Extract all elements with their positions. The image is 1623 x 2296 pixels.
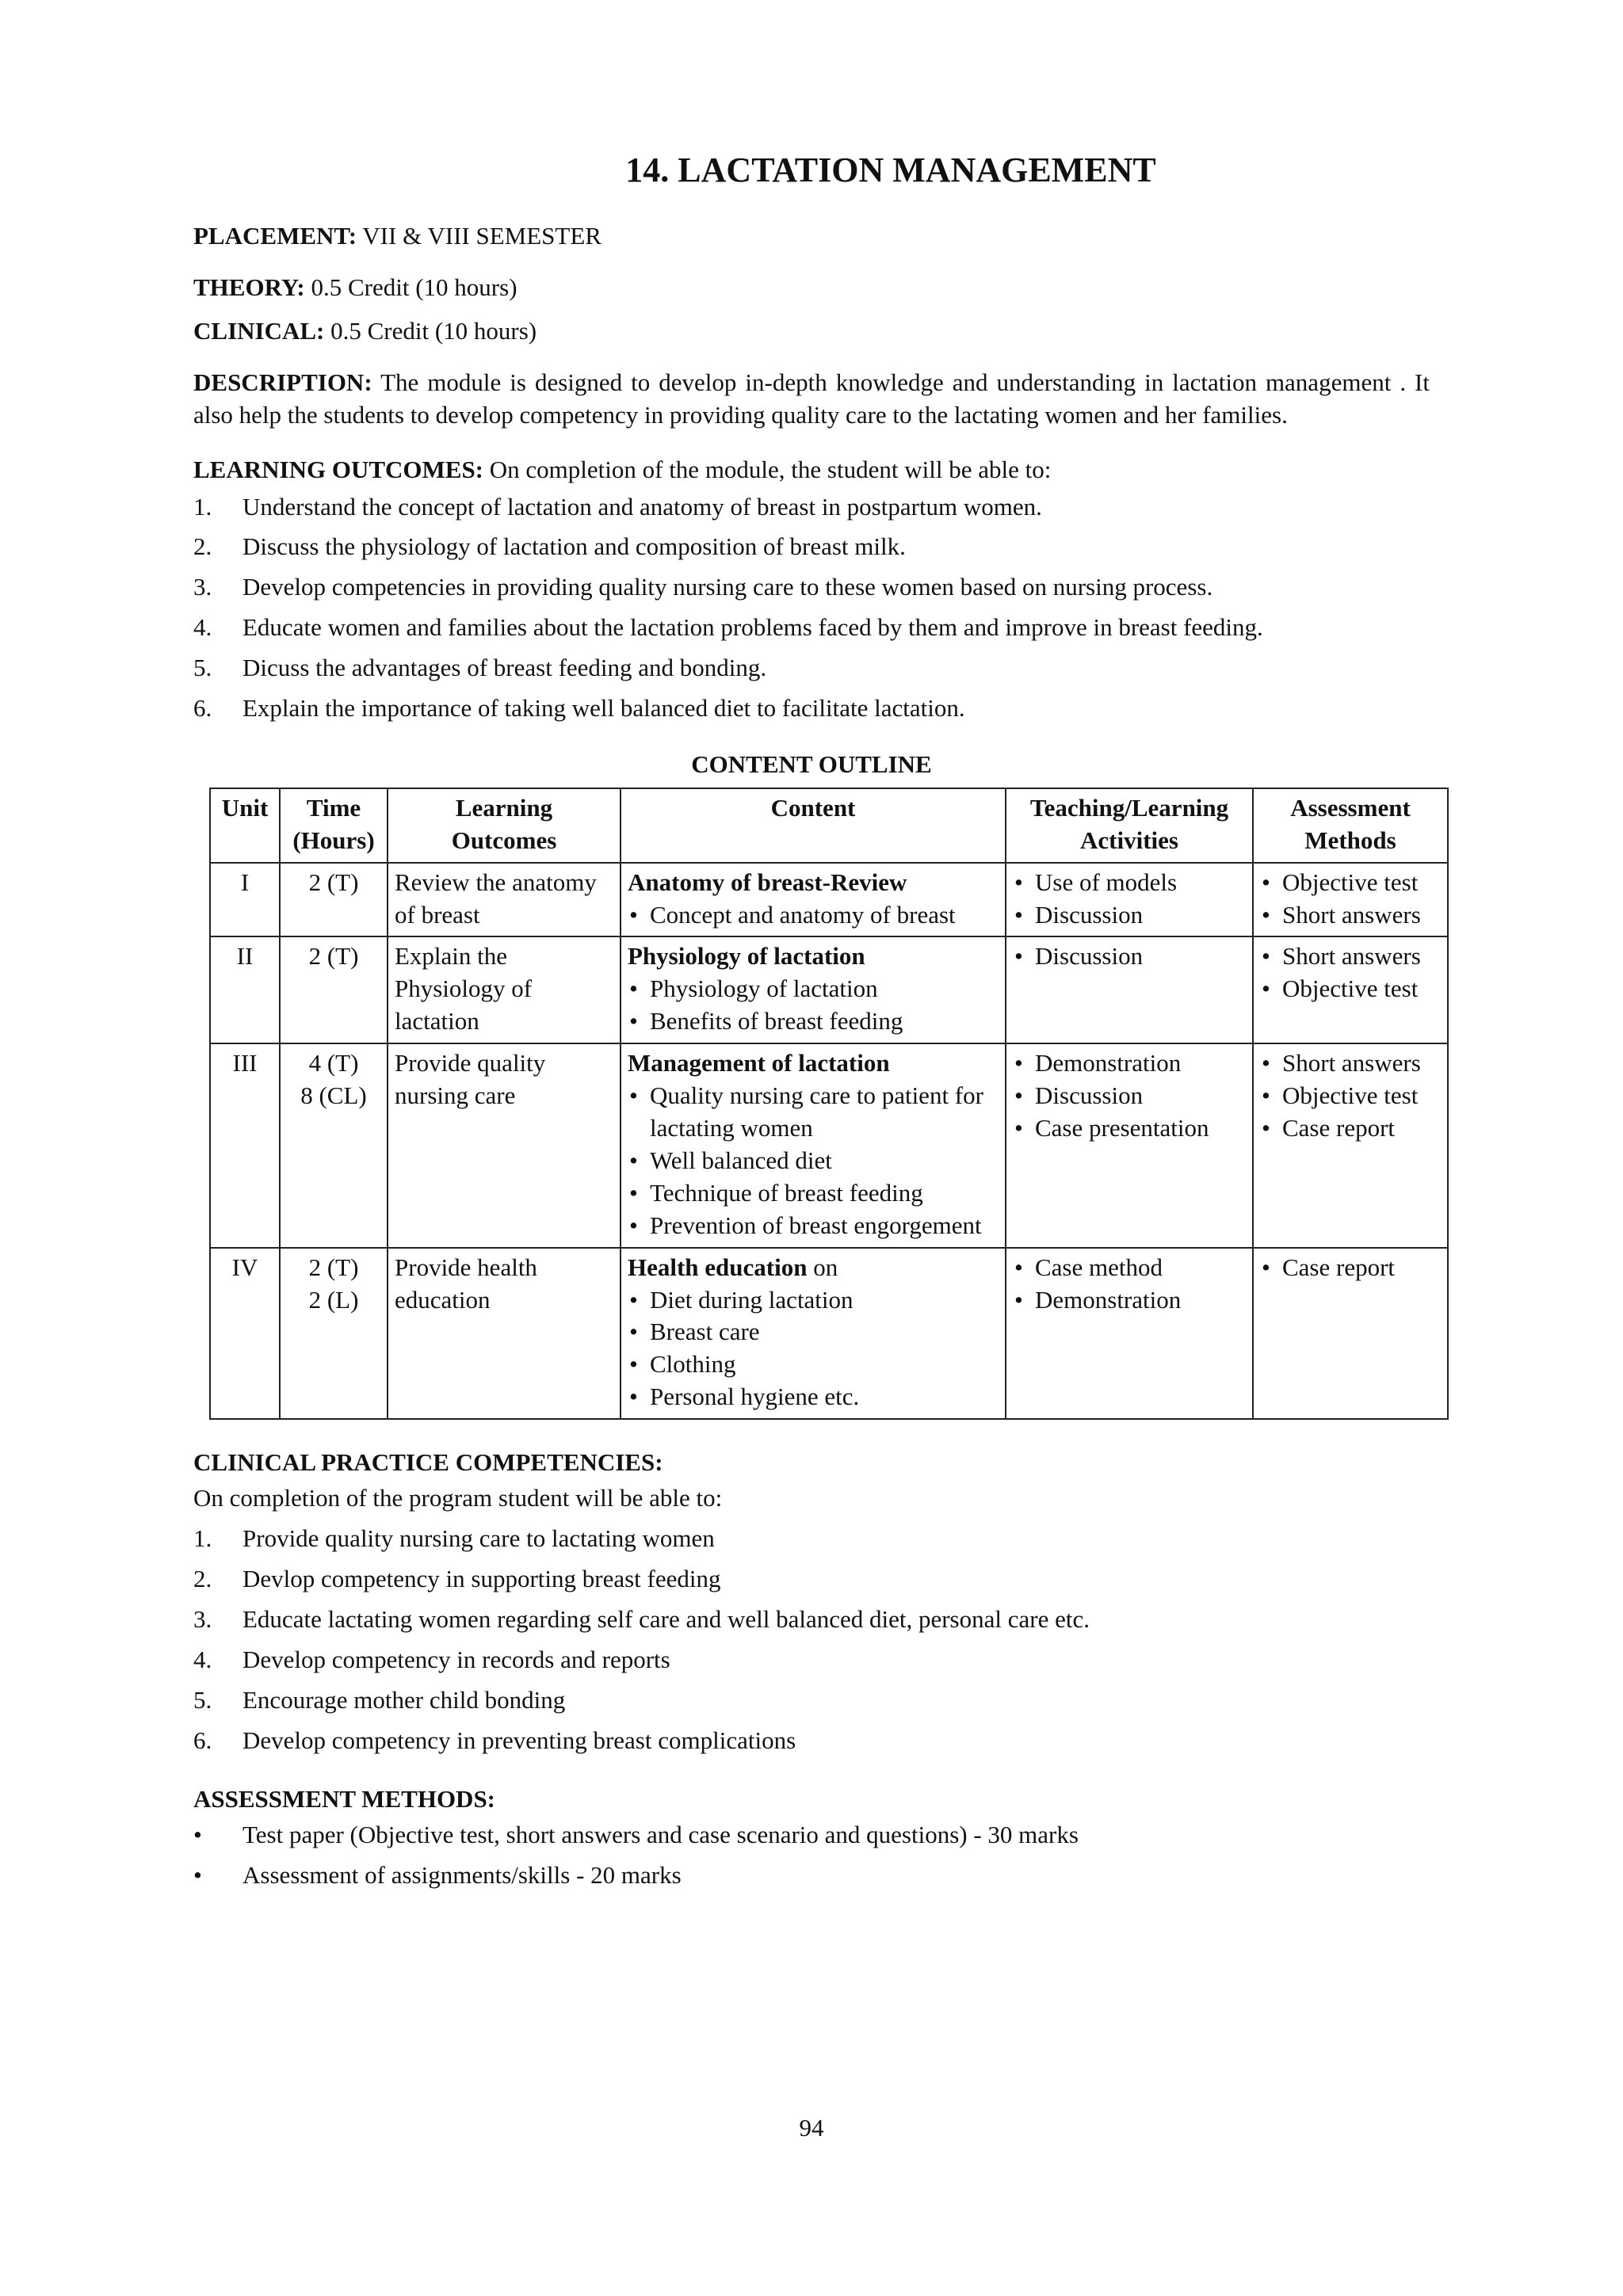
- item-number: 3.: [193, 1604, 212, 1633]
- list-item: • Benefits of breast feeding: [628, 1005, 999, 1038]
- list-item: [193, 1725, 1430, 1757]
- list-item: • Use of models: [1013, 867, 1246, 899]
- item-text: Understand the concept of lactation and anatomy of breast in postpartum women.: [242, 492, 1042, 521]
- header-activities: Teaching/Learning Activities: [1006, 788, 1253, 863]
- list-item: • Prevention of breast engorgement: [628, 1210, 999, 1242]
- list-item: [193, 1563, 1430, 1596]
- list-item: [193, 692, 1430, 725]
- theory-value: 0.5 Credit (10 hours): [311, 273, 517, 301]
- cell-outcome: Provide health education: [388, 1248, 621, 1420]
- list-item: • Technique of breast feeding: [628, 1177, 999, 1210]
- list-item: • Case method: [1013, 1252, 1246, 1284]
- table-row: [210, 936, 1448, 1043]
- list-item: [193, 1604, 1430, 1636]
- cell-assessment: [1253, 863, 1448, 937]
- cell-content: [621, 1043, 1006, 1247]
- list-item: • Discussion: [1013, 940, 1246, 973]
- item-number: 5.: [193, 654, 212, 682]
- list-item: [193, 1523, 1430, 1555]
- item-number: 6.: [193, 1726, 212, 1754]
- list-item: • Concept and anatomy of breast: [628, 899, 999, 932]
- list-item: • Short answers: [1260, 940, 1441, 973]
- item-text: Test paper (Objective test, short answers and case scenario and questions) - 30 marks: [242, 1821, 1079, 1849]
- table-header-row: [210, 788, 1448, 863]
- document-page: [193, 147, 1430, 1900]
- list-item: [193, 1644, 1430, 1676]
- item-number: 4.: [193, 613, 212, 642]
- placement-line: [193, 220, 1430, 253]
- clinical-label: CLINICAL:: [193, 316, 325, 345]
- description: [193, 367, 1430, 432]
- item-number: 2.: [193, 532, 212, 561]
- list-item: [193, 612, 1430, 644]
- list-item: • Case report: [1260, 1112, 1441, 1145]
- table-row: [210, 863, 1448, 937]
- clinical-line: [193, 315, 1430, 348]
- content-heading: Management of lactation: [628, 1049, 890, 1077]
- table-row: [210, 1043, 1448, 1247]
- content-heading: Health education: [628, 1253, 808, 1281]
- cell-time: 2 (T): [280, 936, 388, 1043]
- assessment-methods-list: [193, 1819, 1430, 1892]
- list-item: • Objective test: [1260, 973, 1441, 1005]
- content-heading: Physiology of lactation: [628, 942, 865, 971]
- content-outline-title: CONTENT OUTLINE: [691, 749, 932, 778]
- item-number: 1.: [193, 492, 212, 521]
- list-item: [193, 1819, 1430, 1852]
- list-item: • Physiology of lactation: [628, 973, 999, 1005]
- list-item: • Personal hygiene etc.: [628, 1381, 999, 1413]
- cell-unit: III: [210, 1043, 280, 1247]
- cell-assessment: [1253, 936, 1448, 1043]
- header-time: Time (Hours): [280, 788, 388, 863]
- item-number: 5.: [193, 1685, 212, 1714]
- content-heading: Anatomy of breast-Review: [628, 868, 907, 896]
- learning-outcomes-label: LEARNING OUTCOMES:: [193, 455, 484, 483]
- item-text: Explain the importance of taking well balanced diet to facilitate lactation.: [242, 694, 965, 723]
- cell-time: 2 (T): [280, 863, 388, 937]
- item-text: Develop competencies in providing quality nursing care to these women based on nursing process.: [242, 573, 1213, 601]
- list-item: • Demonstration: [1013, 1047, 1246, 1080]
- clinical-practice-title: CLINICAL PRACTICE COMPETENCIES:: [193, 1448, 663, 1477]
- list-item: • Short answers: [1260, 1047, 1441, 1080]
- list-item: [193, 652, 1430, 685]
- theory-label: THEORY:: [193, 273, 305, 301]
- list-item: • Case report: [1260, 1252, 1441, 1284]
- item-number: 1.: [193, 1524, 212, 1552]
- content-outline-table: [209, 788, 1449, 1420]
- list-item: • Discussion: [1013, 1080, 1246, 1112]
- description-label: DESCRIPTION:: [193, 368, 372, 396]
- list-item: • Quality nursing care to patient for lactating women: [628, 1080, 999, 1145]
- list-item: • Objective test: [1260, 867, 1441, 899]
- list-item: [193, 1859, 1430, 1892]
- cell-time: 4 (T) 8 (CL): [280, 1043, 388, 1247]
- item-number: 4.: [193, 1645, 212, 1673]
- item-text: Encourage mother child bonding: [242, 1685, 566, 1714]
- item-text: Assessment of assignments/skills - 20 marks: [242, 1861, 682, 1890]
- cell-content: [621, 863, 1006, 937]
- cell-activities: [1006, 1248, 1253, 1420]
- description-text: The module is designed to develop in-depth knowledge and understanding in lactation management . It also help the students to develop competency in providing quality care to the lactating women and her families.: [193, 368, 1430, 429]
- cell-time: 2 (T) 2 (L): [280, 1248, 388, 1420]
- list-item: [193, 1684, 1430, 1717]
- list-item: [193, 491, 1430, 524]
- cell-assessment: [1253, 1043, 1448, 1247]
- learning-outcomes-intro: On completion of the module, the student will be able to:: [489, 455, 1052, 483]
- placement-label: PLACEMENT:: [193, 222, 357, 250]
- clinical-value: 0.5 Credit (10 hours): [330, 316, 537, 345]
- bullet-icon: •: [193, 1821, 202, 1849]
- list-item: • Well balanced diet: [628, 1145, 999, 1177]
- table-row: [210, 1248, 1448, 1420]
- item-text: Discuss the physiology of lactation and composition of breast milk.: [242, 532, 906, 561]
- list-item: • Objective test: [1260, 1080, 1441, 1112]
- list-item: • Case presentation: [1013, 1112, 1246, 1145]
- item-number: 3.: [193, 573, 212, 601]
- cell-content: [621, 936, 1006, 1043]
- list-item: • Discussion: [1013, 899, 1246, 932]
- item-text: Educate lactating women regarding self care and well balanced diet, personal care etc.: [242, 1604, 1090, 1633]
- item-text: Educate women and families about the lactation problems faced by them and improve in breast feeding.: [242, 613, 1263, 642]
- cell-assessment: [1253, 1248, 1448, 1420]
- header-learning-outcomes: Learning Outcomes: [388, 788, 621, 863]
- item-text: Develop competency in records and reports: [242, 1645, 670, 1673]
- bullet-icon: •: [193, 1861, 202, 1890]
- header-unit: Unit: [210, 788, 280, 863]
- list-item: • Breast care: [628, 1316, 999, 1348]
- header-assessment: Assessment Methods: [1253, 788, 1448, 863]
- item-text: Provide quality nursing care to lactating women: [242, 1524, 715, 1552]
- cell-activities: [1006, 936, 1253, 1043]
- page-number: 94: [799, 2114, 824, 2142]
- list-item: • Clothing: [628, 1348, 999, 1381]
- item-text: Develop competency in preventing breast complications: [242, 1726, 796, 1754]
- cell-outcome: Review the anatomy of breast: [388, 863, 621, 937]
- list-item: [193, 571, 1430, 604]
- clinical-practice-list: [193, 1523, 1430, 1756]
- item-number: 2.: [193, 1564, 212, 1592]
- cell-outcome: Explain the Physiology of lactation: [388, 936, 621, 1043]
- header-content: Content: [621, 788, 1006, 863]
- placement-value: VII & VIII SEMESTER: [362, 222, 601, 250]
- list-item: • Demonstration: [1013, 1284, 1246, 1317]
- item-text: Dicuss the advantages of breast feeding and bonding.: [242, 654, 767, 682]
- cell-activities: [1006, 863, 1253, 937]
- cell-activities: [1006, 1043, 1253, 1247]
- cell-outcome: Provide quality nursing care: [388, 1043, 621, 1247]
- item-text: Devlop competency in supporting breast feeding: [242, 1564, 721, 1592]
- cell-unit: I: [210, 863, 280, 937]
- theory-line: [193, 272, 1430, 304]
- learning-outcomes-list: [193, 491, 1430, 725]
- list-item: • Short answers: [1260, 899, 1441, 932]
- list-item: [193, 531, 1430, 563]
- list-item: • Diet during lactation: [628, 1284, 999, 1317]
- item-number: 6.: [193, 694, 212, 723]
- cell-unit: IV: [210, 1248, 280, 1420]
- assessment-methods-title: ASSESSMENT METHODS:: [193, 1785, 496, 1814]
- page-title: 14. LACTATION MANAGEMENT: [625, 151, 1156, 189]
- cell-content: Health education on • Diet during lactation • Breast care • Clothing • Personal hygiene etc.: [621, 1248, 1006, 1420]
- cell-unit: II: [210, 936, 280, 1043]
- learning-outcomes-heading: [193, 454, 1430, 486]
- clinical-practice-intro: On completion of the program student will be able to:: [193, 1484, 723, 1512]
